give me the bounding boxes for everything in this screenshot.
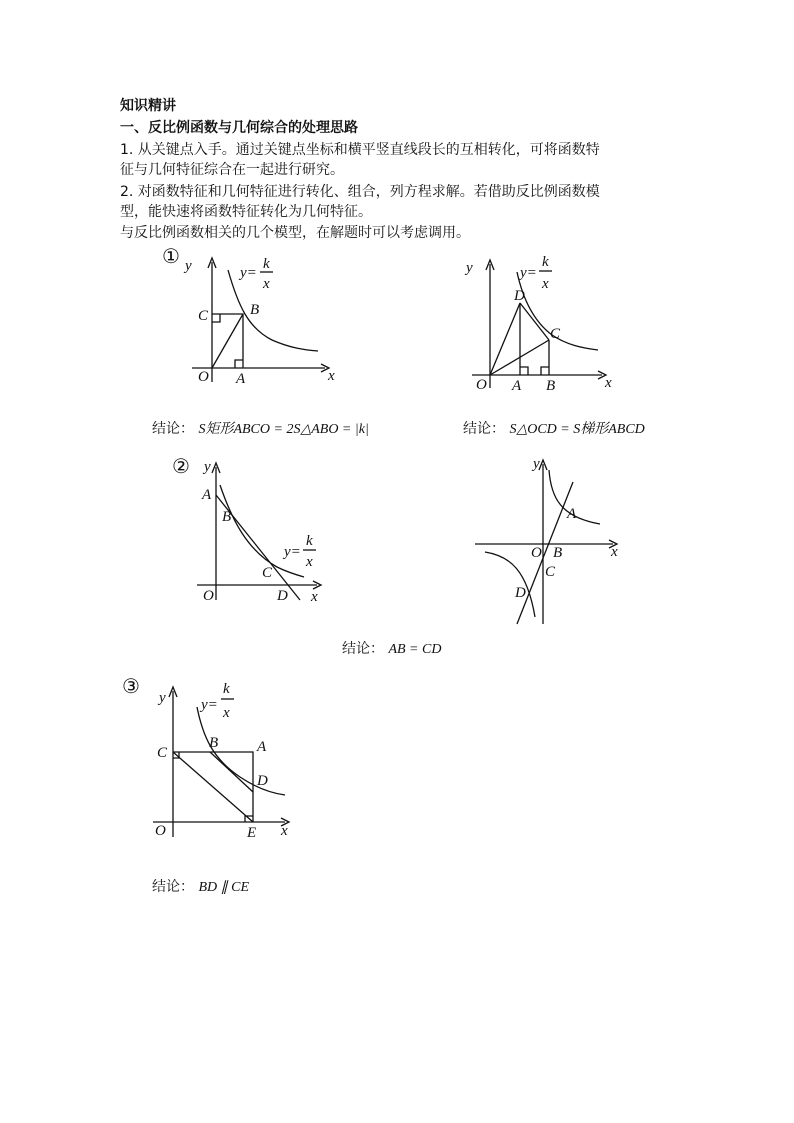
- line-ce: [173, 752, 253, 822]
- x-label: x: [311, 589, 318, 605]
- origin-label: O: [198, 369, 209, 385]
- point-b-label: B: [222, 509, 232, 525]
- paragraph-1-line-2: 征与几何特征综合在一起进行研究。: [120, 162, 344, 178]
- heading: 一、反比例函数与几何综合的处理思路: [120, 120, 358, 136]
- conclusion-1b-formula: S△OCD = S梯形ABCD: [509, 422, 645, 437]
- conclusion-label: 结论：: [463, 421, 505, 437]
- x-label: x: [605, 375, 612, 391]
- conclusion-label: 结论：: [152, 421, 194, 437]
- equation-x: x: [306, 554, 313, 570]
- origin-label: O: [476, 377, 487, 393]
- point-c-label: C: [198, 308, 209, 324]
- equation-k: k: [263, 256, 270, 272]
- line-dc: [520, 303, 549, 340]
- origin-label: O: [203, 588, 214, 604]
- figure-2b-diagram: [465, 452, 625, 627]
- line-bd: [210, 752, 253, 792]
- point-b-label: B: [209, 735, 219, 751]
- point-a-label: A: [257, 739, 267, 755]
- point-c-label: C: [545, 564, 556, 580]
- line-ad: [517, 482, 573, 624]
- equation-k: k: [223, 681, 230, 697]
- point-a-label: A: [202, 487, 212, 503]
- equation-x: x: [223, 705, 230, 721]
- point-d-label: D: [257, 773, 268, 789]
- y-label: y: [466, 260, 473, 276]
- right-angle-a: [520, 367, 528, 375]
- y-label: y: [185, 258, 192, 274]
- conclusion-3-formula: BD ∥ CE: [198, 880, 250, 895]
- equation-lhs: y=: [201, 697, 218, 713]
- paragraph-3: 与反比例函数相关的几个模型，在解题时可以考虑调用。: [120, 225, 470, 241]
- conclusion-1a-formula: S矩形ABCO = 2S△ABO = |k|: [198, 422, 369, 437]
- figure-1a-diagram: [180, 250, 340, 390]
- point-b-label: B: [250, 302, 260, 318]
- x-label: x: [328, 368, 335, 384]
- paragraph-2-line-2: 型，能快速将函数特征转化为几何特征。: [120, 204, 372, 220]
- model-marker-1: ①: [162, 244, 180, 268]
- point-d-label: D: [514, 288, 525, 304]
- conclusion-label: 结论：: [342, 641, 384, 657]
- equation-lhs: y=: [284, 544, 301, 560]
- equation-k: k: [542, 254, 549, 270]
- equation-k: k: [306, 533, 313, 549]
- equation-x: x: [263, 276, 270, 292]
- point-d-label: D: [515, 585, 526, 601]
- point-c-label: C: [157, 745, 168, 761]
- model-marker-3: ③: [122, 674, 140, 698]
- y-label: y: [204, 459, 211, 475]
- section-title: 知识精讲: [120, 98, 176, 114]
- equation-lhs: y=: [520, 265, 537, 281]
- point-e-label: E: [247, 825, 257, 841]
- hyperbola: [197, 707, 285, 795]
- right-angle-c: [212, 314, 220, 322]
- conclusion-2: [342, 638, 441, 658]
- conclusion-3: [152, 876, 249, 896]
- hyperbola: [220, 485, 304, 577]
- point-b-label: B: [546, 378, 556, 394]
- figure-3-diagram: [145, 677, 305, 842]
- point-b-label: B: [553, 545, 563, 561]
- point-c-label: C: [550, 326, 561, 342]
- point-a-label: A: [567, 506, 577, 522]
- conclusion-label: 结论：: [152, 879, 194, 895]
- origin-label: O: [155, 823, 166, 839]
- point-a-label: A: [512, 378, 522, 394]
- x-label: x: [281, 823, 288, 839]
- right-angle-b: [541, 367, 549, 375]
- origin-label: O: [531, 545, 542, 561]
- figure-2a-diagram: [192, 455, 342, 605]
- paragraph-1-line-1: 1. 从关键点入手。通过关键点坐标和横平竖直线段长的互相转化，可将函数特: [120, 142, 600, 158]
- line-od: [490, 303, 520, 375]
- figure-1b-diagram: [462, 250, 622, 395]
- y-label: y: [159, 690, 166, 706]
- paragraph-2-line-1: 2. 对函数特征和几何特征进行转化、组合，列方程求解。若借助反比例函数模: [120, 184, 600, 200]
- hyperbola-branch-2: [485, 552, 535, 617]
- conclusion-2-formula: AB = CD: [388, 642, 442, 657]
- hyperbola: [228, 270, 318, 351]
- equation-x: x: [542, 276, 549, 292]
- conclusion-1b: [463, 418, 645, 438]
- y-label: y: [533, 456, 540, 472]
- equation-lhs: y=: [240, 265, 257, 281]
- right-angle-a: [235, 360, 243, 368]
- point-d-label: D: [277, 588, 288, 604]
- point-a-label: A: [236, 371, 246, 387]
- point-c-label: C: [262, 565, 273, 581]
- x-label: x: [611, 544, 618, 560]
- model-marker-2: ②: [172, 454, 190, 478]
- conclusion-1a: [152, 418, 369, 438]
